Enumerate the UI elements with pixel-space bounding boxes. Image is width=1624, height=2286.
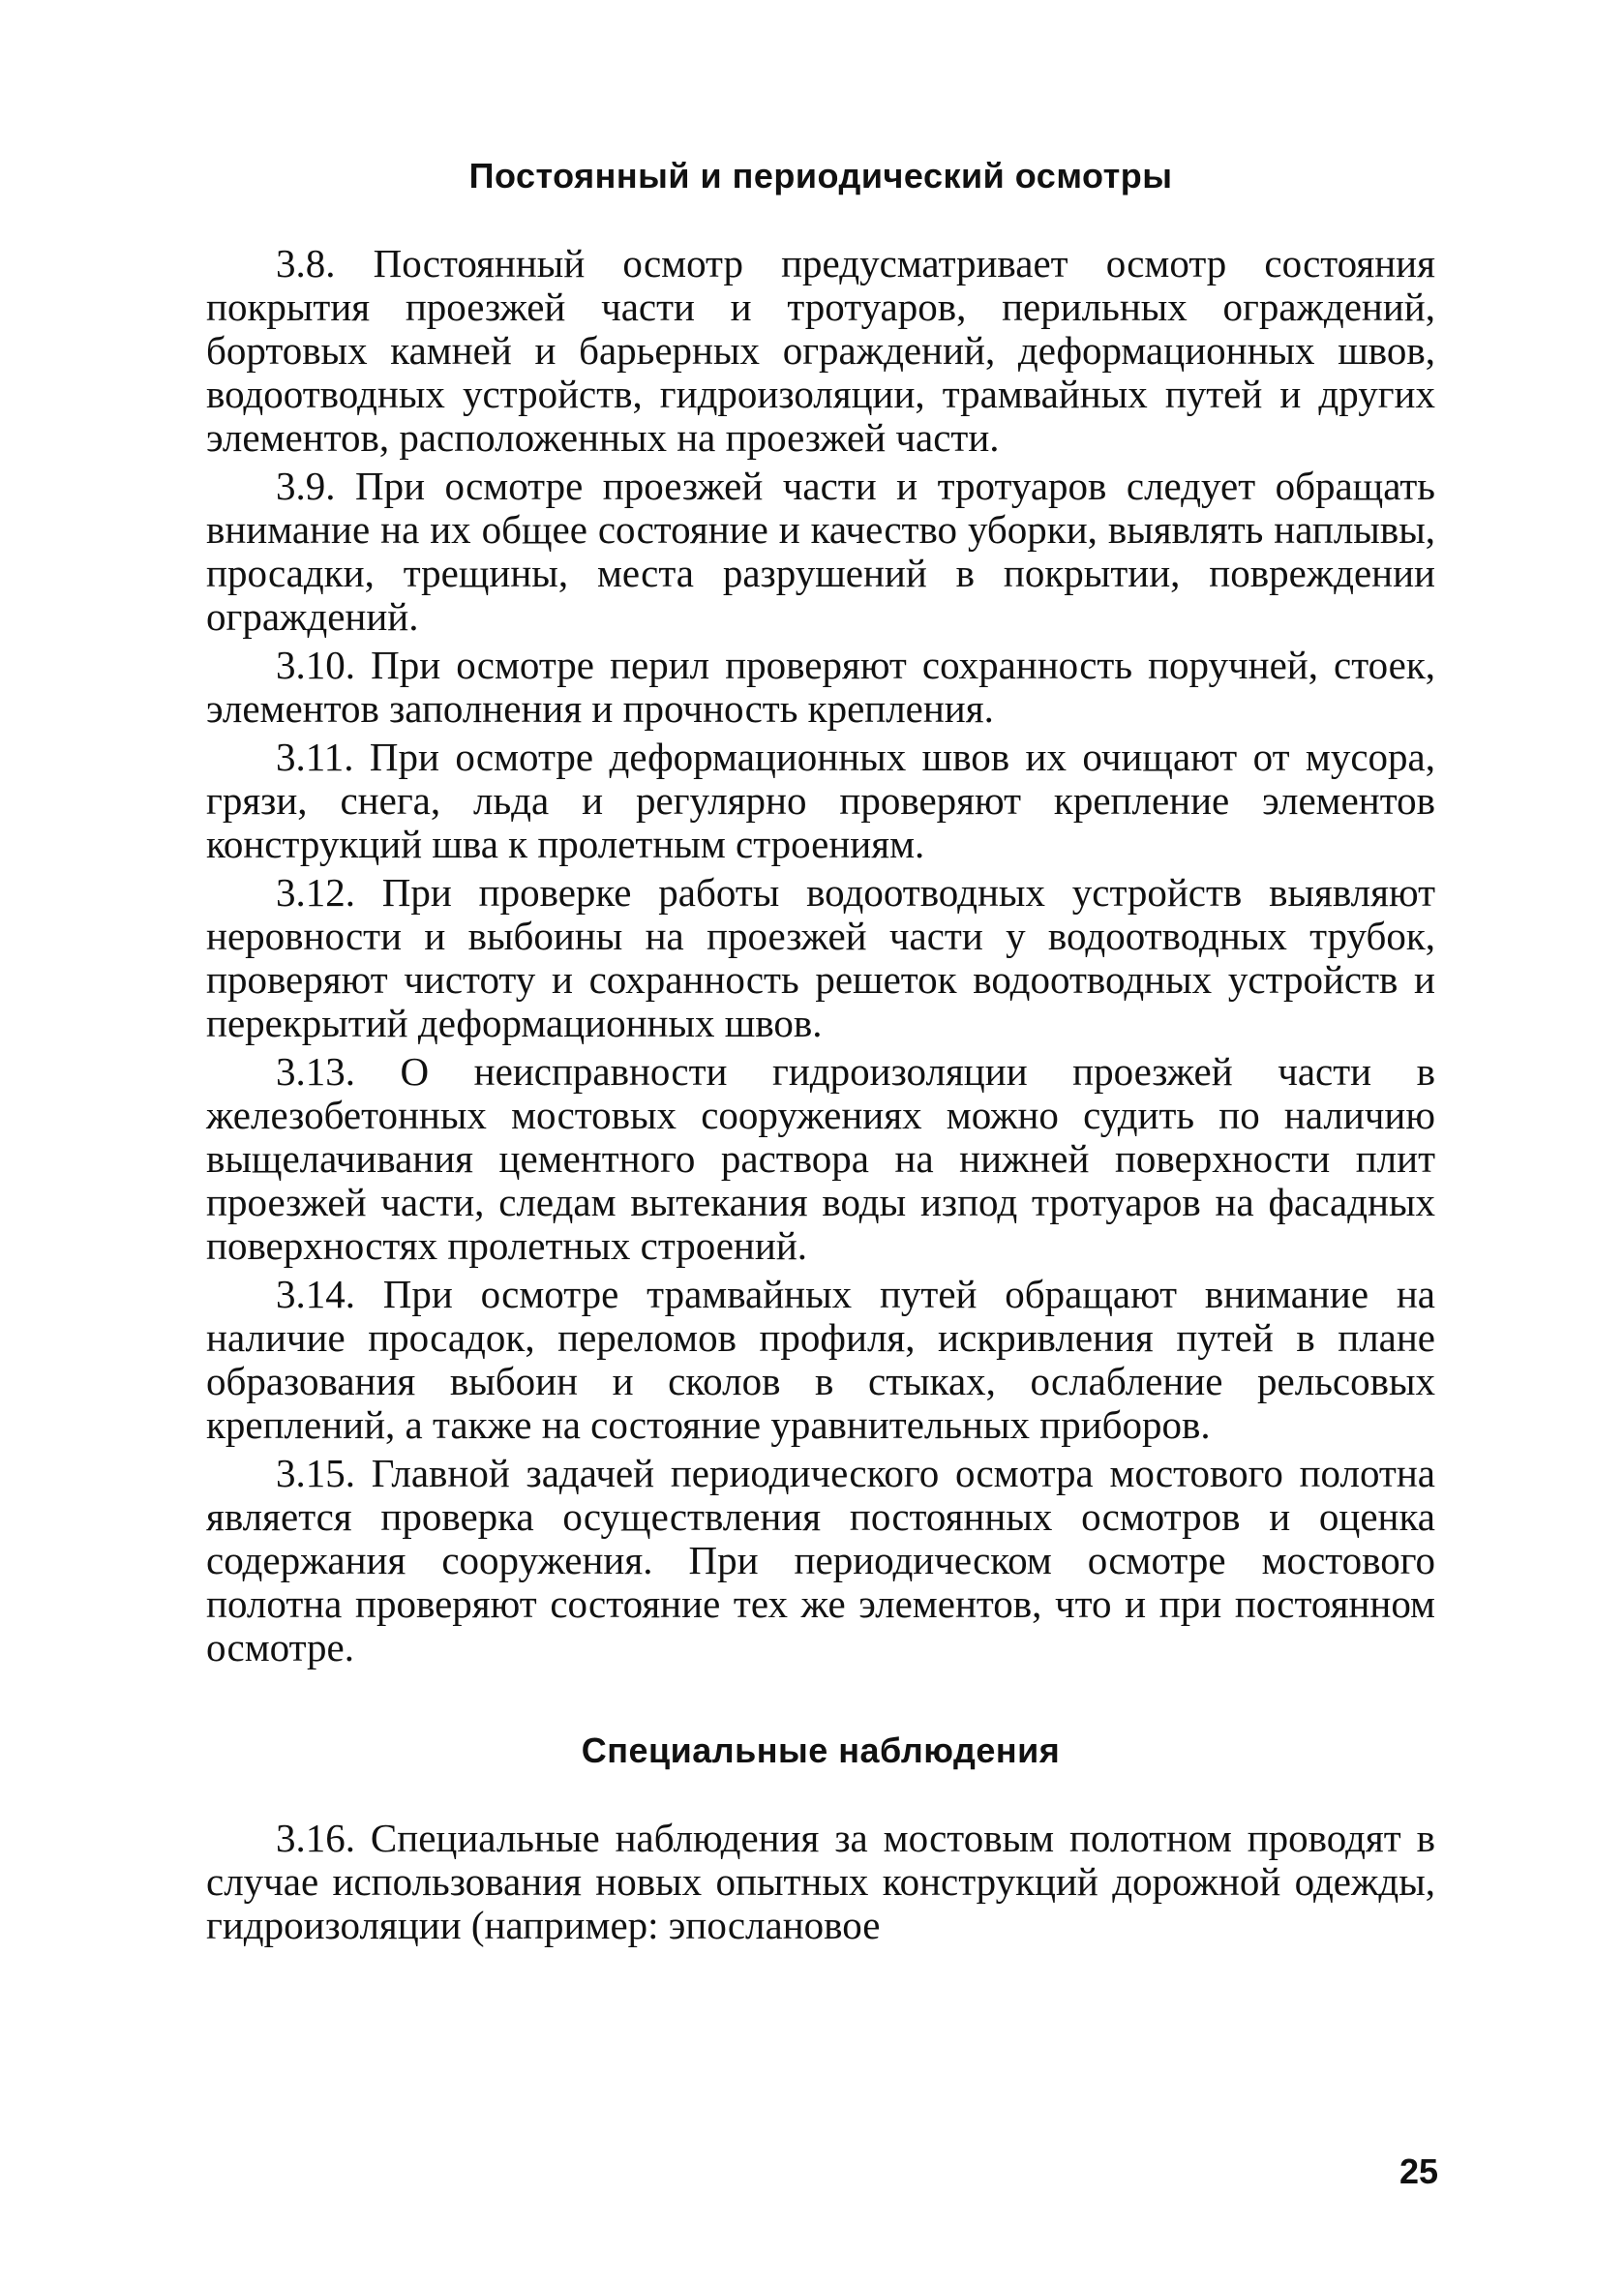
paragraph-3-16: 3.16. Специальные наблюдения за мостовым полотном проводят в случае использования новых опытных конструкций дорожной одежды, гидроизоляции (например: эпослановое	[206, 1816, 1435, 1947]
paragraph-3-9: 3.9. При осмотре проезжей части и тротуаров следует обращать внимание на их общее состояние и качество уборки, выявлять наплывы, просадки, трещины, места разрушений в покрытии, повреждении ограждений.	[206, 464, 1435, 639]
section-heading-inspections: Постоянный и периодический осмотры	[468, 156, 1173, 196]
page-number: 25	[1398, 2151, 1438, 2191]
paragraph-3-13: 3.13. О неисправности гидроизоляции проезжей части в железобетонных мостовых сооружениях можно судить по наличию выщелачивания цементного раствора на нижней поверхности плит проезжей части, следам вытекания воды изпод тротуаров на фасадных поверхностях пролетных строений.	[206, 1049, 1435, 1268]
paragraph-3-15: 3.15. Главной задачей периодического осмотра мостового полотна является проверка осуществления постоянных осмотров и оценка содержания сооружения. При периодическом осмотре мостового полотна проверяют состояние тех же элементов, что и при постоянном осмотре.	[206, 1451, 1435, 1669]
paragraph-3-14: 3.14. При осмотре трамвайных путей обращают внимание на наличие просадок, переломов профиля, искривления путей в плане образования выбоин и сколов в стыках, ослабление рельсовых креплений, а также на состояние уравнительных приборов.	[206, 1272, 1435, 1447]
paragraph-3-8: 3.8. Постоянный осмотр предусматривает осмотр состояния покрытия проезжей части и тротуаров, перильных ограждений, бортовых камней и барьерных ограждений, деформационных швов, водоотводных устройств, гидроизоляции, трамвайных путей и других элементов, расположенных на проезжей части.	[206, 241, 1435, 460]
page-body	[206, 155, 1435, 1952]
paragraph-3-10: 3.10. При осмотре перил проверяют сохранность поручней, стоек, элементов заполнения и прочность крепления.	[206, 643, 1435, 731]
paragraph-3-12: 3.12. При проверке работы водоотводных устройств выявляют неровности и выбоины на проезжей части у водоотводных трубок, проверяют чистоту и сохранность решеток водоотводных устройств и перекрытий деформационных швов.	[206, 870, 1435, 1045]
paragraph-3-11: 3.11. При осмотре деформационных швов их очищают от мусора, грязи, снега, льда и регулярно проверяют крепление элементов конструкций шва к пролетным строениям.	[206, 735, 1435, 866]
section-heading-special-observations: Специальные наблюдения	[581, 1730, 1061, 1770]
